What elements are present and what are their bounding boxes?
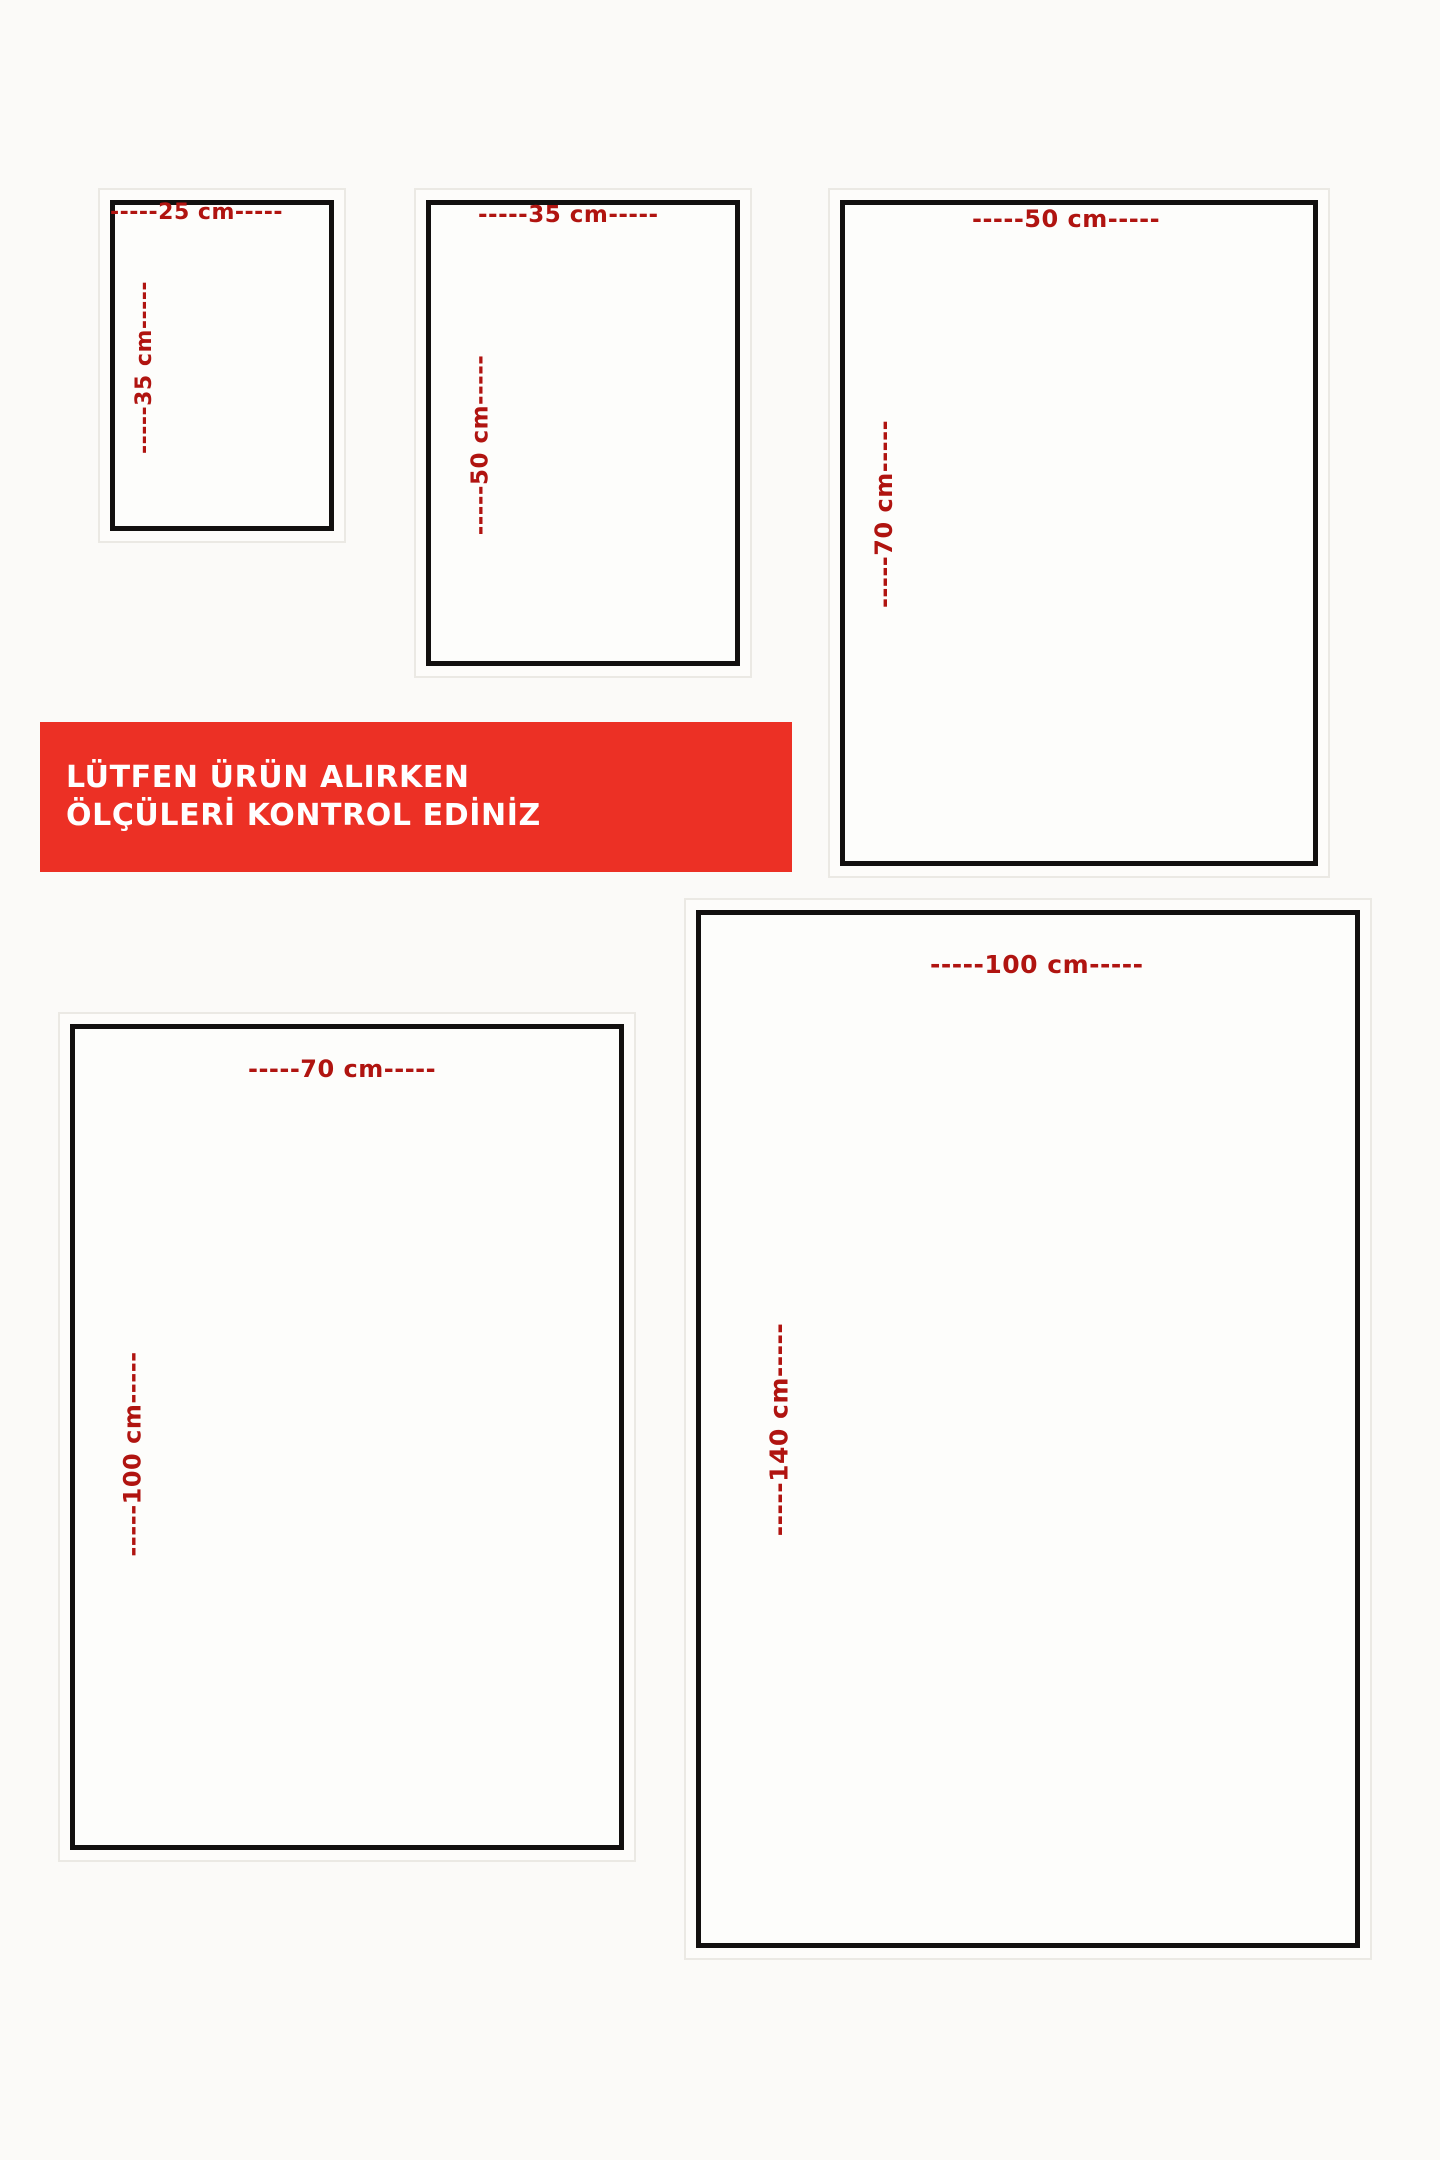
frame-70x100-width-label: -----70 cm----- bbox=[248, 1055, 437, 1083]
frame-35x50-width-label: -----35 cm----- bbox=[478, 202, 659, 228]
warning-banner bbox=[40, 722, 792, 872]
warning-line-1: LÜTFEN ÜRÜN ALIRKEN bbox=[66, 759, 470, 795]
frame-35x50 bbox=[414, 188, 752, 678]
frame-25x35-width-label: -----25 cm----- bbox=[110, 200, 284, 225]
frame-100x140-inner bbox=[696, 910, 1360, 1948]
frame-70x100-inner bbox=[70, 1024, 624, 1850]
frame-100x140-height-label: -----140 cm----- bbox=[764, 1322, 794, 1537]
frame-35x50-height-label: -----50 cm----- bbox=[467, 354, 494, 536]
frame-50x70-inner bbox=[840, 200, 1318, 866]
frame-50x70 bbox=[828, 188, 1330, 878]
frame-25x35-height-label: -----35 cm----- bbox=[132, 280, 158, 455]
frame-50x70-height-label: -----70 cm----- bbox=[870, 419, 899, 609]
warning-line-2: ÖLÇÜLERİ KONTROL EDİNİZ bbox=[66, 798, 541, 833]
frame-70x100-height-label: -----100 cm----- bbox=[118, 1351, 147, 1557]
frame-100x140-width-label: -----100 cm----- bbox=[930, 950, 1144, 979]
frame-50x70-width-label: -----50 cm----- bbox=[972, 205, 1161, 233]
